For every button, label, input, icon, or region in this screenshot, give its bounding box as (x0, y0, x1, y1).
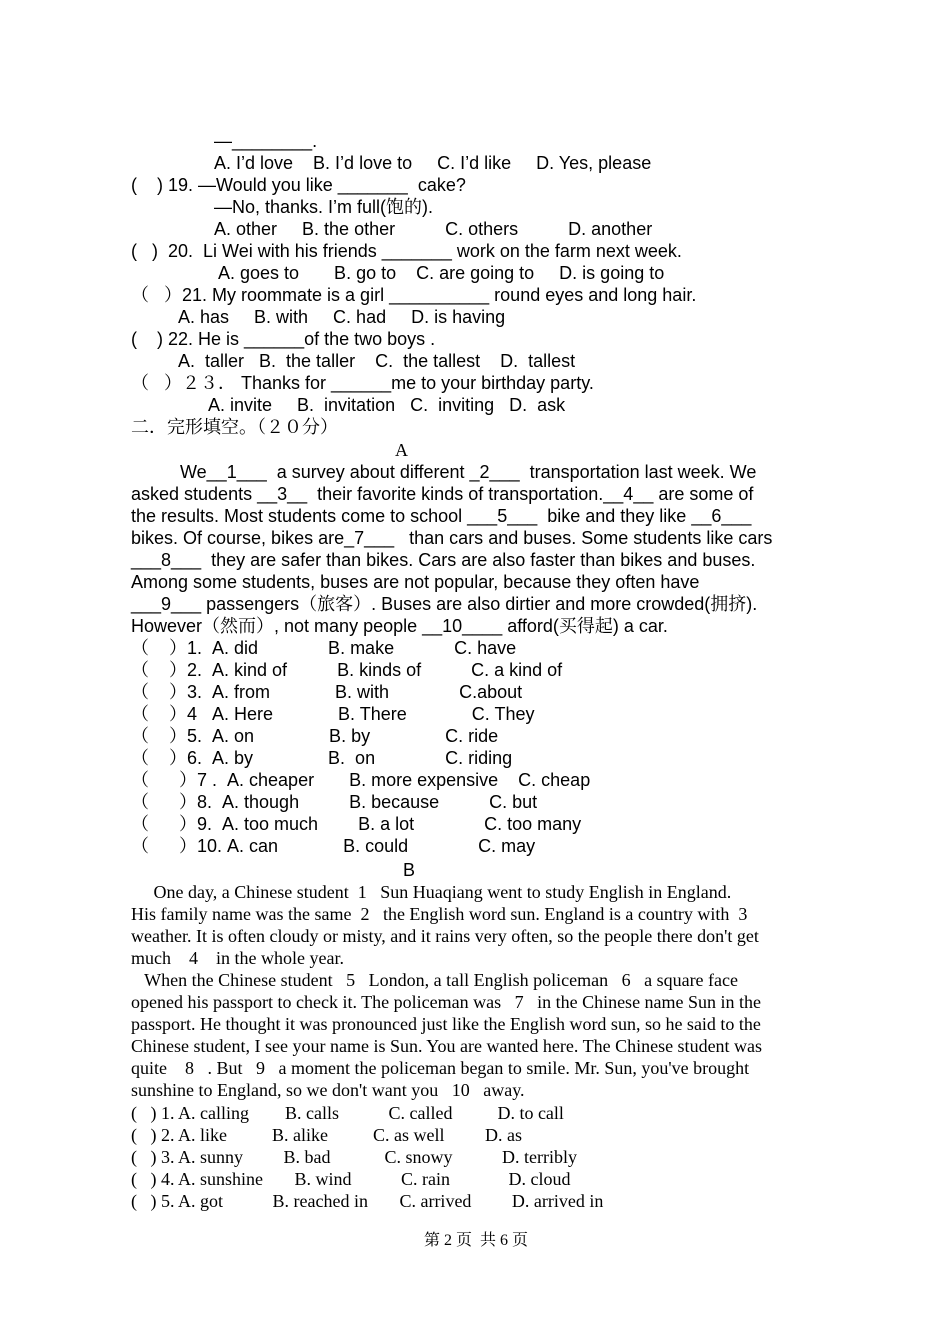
question-b-5: ( ) 5. A. got B. reached in C. arrived D. arrived in (131, 1191, 604, 1211)
question-22: ( ) 22. He is ______of the two boys . (131, 329, 436, 349)
part-b-label: B (403, 860, 416, 880)
question-23: （ ）２３． Thanks for ______me to your birthday party. (131, 373, 594, 393)
question-a-6: （ ）6. A. by B. on C. riding (131, 748, 513, 768)
passage-line: opened his passport to check it. The policeman was 7 in the Chinese name Sun in the (131, 992, 762, 1012)
passage-line: bikes. Of course, bikes are_7___ than cars and buses. Some students like cars (131, 528, 773, 548)
question-21-options: A. has B. with C. had D. is having (178, 307, 506, 327)
question-b-1: ( ) 1. A. calling B. calls C. called D. to call (131, 1103, 564, 1123)
passage-line: the results. Most students come to school ___5___ bike and they like __6___ (131, 506, 752, 526)
passage-line: One day, a Chinese student 1 Sun Huaqiang went to study English in England. (131, 882, 732, 902)
passage-line: weather. It is often cloudy or misty, and it rains very often, so the people there don't get (131, 926, 759, 946)
question-a-7: （ ）7 . A. cheaper B. more expensive C. cheap (131, 770, 591, 790)
page-footer: 第 2 页 共 6 页 (424, 1232, 529, 1249)
passage-line: His family name was the same 2 the English word sun. England is a country with 3 (131, 904, 748, 924)
question-b-4: ( ) 4. A. sunshine B. wind C. rain D. cloud (131, 1169, 571, 1189)
passage-line: We__1___ a survey about different _2___ transportation last week. We (180, 462, 757, 482)
passage-line: quite 8 . But 9 a moment the policeman began to smile. Mr. Sun, you've brought (131, 1058, 750, 1078)
question-19-response: —No, thanks. I’m full(饱的). (214, 197, 434, 217)
question-21: （ ）21. My roommate is a girl __________ round eyes and long hair. (131, 285, 697, 305)
question-a-8: （ ）8. A. though B. because C. but (131, 792, 538, 812)
question-a-4: （ ）4 A. Here B. There C. They (131, 704, 535, 724)
question-22-options: A. taller B. the taller C. the tallest D. tallest (178, 351, 576, 371)
question-19-options: A. other B. the other C. others D. another (214, 219, 653, 239)
part-a-label: A (395, 440, 408, 460)
question-a-9: （ ）9. A. too much B. a lot C. too many (131, 814, 582, 834)
question-a-3: （ ）3. A. from B. with C.about (131, 682, 523, 702)
question-23-options: A. invite B. invitation C. inviting D. ask (208, 395, 566, 415)
answer-blank-line: —________. (214, 131, 318, 151)
passage-line: passport. He thought it was pronounced just like the English word sun, so he said to the (131, 1014, 761, 1034)
passage-line: Chinese student, I see your name is Sun. You are wanted here. The Chinese student was (131, 1036, 763, 1056)
passage-line: sunshine to England, so we don't want you 10 away. (131, 1080, 525, 1100)
passage-line: asked students __3__ their favorite kinds of transportation.__4__ are some of (131, 484, 754, 504)
passage-line: However（然而）, not many people __10____ afford(买得起) a car. (131, 616, 668, 636)
passage-line: Among some students, buses are not popular, because they often have (131, 572, 700, 592)
section-heading: 二．完形填空。（２０分） (131, 417, 338, 437)
question-b-3: ( ) 3. A. sunny B. bad C. snowy D. terribly (131, 1147, 577, 1167)
passage-line: ___9___ passengers（旅客）. Buses are also dirtier and more crowded(拥挤). (131, 594, 758, 614)
passage-line: When the Chinese student 5 London, a tall English policeman 6 a square face (131, 970, 739, 990)
question-a-1: （ ）1. A. did B. make C. have (131, 638, 517, 658)
question-a-10: （ ）10. A. can B. could C. may (131, 836, 536, 856)
question-19: ( ) 19. —Would you like _______ cake? (131, 175, 466, 195)
question-20-options: A. goes to B. go to C. are going to D. is going to (218, 263, 665, 283)
passage-line: much 4 in the whole year. (131, 948, 344, 968)
options-line: A. I’d love B. I’d love to C. I’d like D. Yes, please (214, 153, 652, 173)
question-b-2: ( ) 2. A. like B. alike C. as well D. as (131, 1125, 522, 1145)
question-20: ( ) 20. Li Wei with his friends _______ work on the farm next week. (131, 241, 682, 261)
passage-line: ___8___ they are safer than bikes. Cars are also faster than bikes and buses. (131, 550, 756, 570)
question-a-5: （ ）5. A. on B. by C. ride (131, 726, 499, 746)
question-a-2: （ ）2. A. kind of B. kinds of C. a kind of (131, 660, 563, 680)
